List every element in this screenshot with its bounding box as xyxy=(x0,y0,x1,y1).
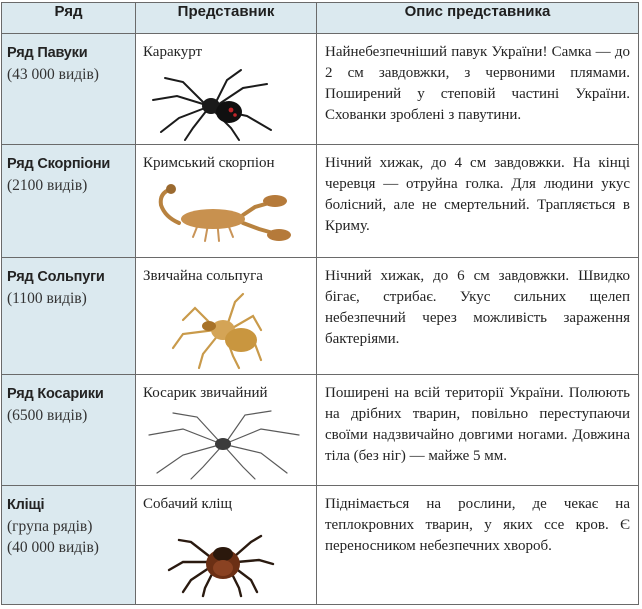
order-cell xyxy=(2,486,136,605)
representative-cell xyxy=(136,258,317,375)
table-row xyxy=(2,486,639,605)
header-order: Ряд xyxy=(2,3,136,34)
dog-tick-icon xyxy=(143,518,303,598)
order-name: Ряд Сольпуги xyxy=(7,269,105,285)
order-name: Ряд Косарики xyxy=(7,386,104,402)
karakurt-spider-icon xyxy=(143,66,303,142)
representative-name: Звичайна сольпуга xyxy=(143,268,263,284)
description-cell: Найнебезпечніший павук України! Самка — до 2 см завдовжки, з червоними плямами. Поширений у степовій частині України. Схованки зроблені з павутини. xyxy=(317,34,639,145)
arachnids-table xyxy=(1,2,639,605)
order-name: Ряд Скорпіони xyxy=(7,156,111,172)
representative-cell xyxy=(136,145,317,258)
group-note: (група рядів) xyxy=(7,518,93,535)
table-header xyxy=(2,3,639,34)
representative-cell xyxy=(136,375,317,486)
species-count: (40 000 видів) xyxy=(7,539,99,556)
solifuge-icon xyxy=(143,290,303,370)
header-row xyxy=(2,3,639,34)
representative-name: Косарик звичайний xyxy=(143,385,268,401)
table-row xyxy=(2,145,639,258)
order-cell xyxy=(2,145,136,258)
header-description: Опис представника xyxy=(317,3,639,34)
description-cell: Піднімається на рослини, де чекає на теплокровних тварин, у яких ссе кров. Є переносником небезпечних хвороб. xyxy=(317,486,639,605)
representative-cell xyxy=(136,34,317,145)
species-count: (2100 видів) xyxy=(7,177,88,194)
order-cell xyxy=(2,375,136,486)
description-cell: Нічний хижак, до 6 см завдовжки. Швидко бігає, стрибає. Укус сильних щелеп небезпечний через можливість зараження бактеріями. xyxy=(317,258,639,375)
representative-name: Собачий кліщ xyxy=(143,496,233,512)
description-cell: Нічний хижак, до 4 см завдовжки. На кінці черевця — отруйна голка. Для людини укус болісний, але не смертельний. Трапляється в Криму. xyxy=(317,145,639,258)
table-row xyxy=(2,258,639,375)
representative-cell xyxy=(136,486,317,605)
table-body xyxy=(2,34,639,605)
order-cell xyxy=(2,34,136,145)
header-representative: Представник xyxy=(136,3,317,34)
order-name: Кліщі xyxy=(7,497,45,513)
table-row xyxy=(2,34,639,145)
crimean-scorpion-icon xyxy=(143,177,303,253)
table-row xyxy=(2,375,639,486)
species-count: (43 000 видів) xyxy=(7,66,99,83)
representative-name: Кримський скорпіон xyxy=(143,155,275,171)
representative-name: Каракурт xyxy=(143,44,203,60)
description-cell: Поширені на всій території України. Полюють на дрібних тварин, повільно переступаючи своїми надзвичайно довгими ногами. Довжина тіла (без ніг) — майже 5 мм. xyxy=(317,375,639,486)
species-count: (1100 видів) xyxy=(7,290,87,307)
order-cell xyxy=(2,258,136,375)
species-count: (6500 видів) xyxy=(7,407,88,424)
harvestman-icon xyxy=(143,407,307,481)
order-name: Ряд Павуки xyxy=(7,45,88,61)
